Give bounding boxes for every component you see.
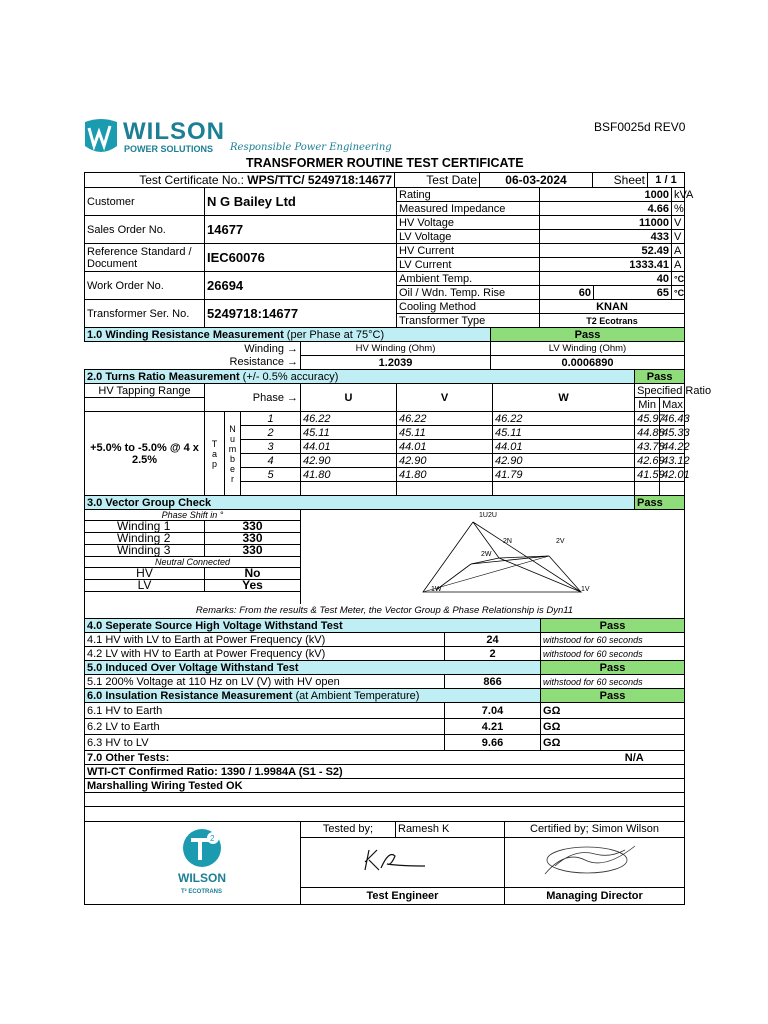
reference-value: IEC60076 — [205, 244, 397, 272]
rating-unit: kVA — [672, 188, 685, 202]
logo-sub: POWER SOLUTIONS — [124, 144, 214, 154]
s2-tap-label — [205, 412, 225, 496]
vector-diagram-cell — [301, 510, 685, 605]
oil-unit: °C — [672, 286, 685, 300]
cooling-value: KNAN — [540, 300, 685, 314]
s2-blank-w — [493, 482, 635, 496]
s2-tap-5: 5 — [241, 468, 301, 482]
s6-row-2-unit: GΩ — [541, 719, 685, 735]
oil-value-1: 60 — [540, 286, 594, 300]
s4-status: Pass — [541, 619, 685, 633]
s5-note: withstood for 60 seconds — [541, 675, 685, 689]
s4-row-1-value: 24 — [445, 633, 541, 647]
s2-col-v: V — [397, 384, 493, 412]
s3-phase-shift: Phase Shift in ° — [85, 510, 301, 521]
s1-winding-label: Winding → — [85, 342, 301, 356]
hv-current-value: 52.49 — [540, 244, 672, 258]
s5-status: Pass — [541, 661, 685, 675]
test-date-label: Test Date — [395, 173, 480, 188]
work-order-label: Work Order No. — [85, 272, 205, 300]
s5-label: 5.1 200% Voltage at 110 Hz on LV (V) with HV open — [85, 675, 445, 689]
winding-1-label: Winding 1 — [85, 521, 205, 533]
director-signature-cell — [505, 837, 685, 887]
s2-blank-max — [660, 482, 685, 496]
s6-row-2-value: 4.21 — [445, 719, 541, 735]
s6-row-3-value: 9.66 — [445, 735, 541, 751]
s3-spacer — [85, 592, 301, 605]
lv-voltage-value: 433 — [540, 230, 672, 244]
footer-logo-cell — [85, 822, 301, 905]
managing-director-label: Managing Director — [505, 888, 685, 905]
info-table — [84, 187, 694, 328]
company-logo — [83, 118, 223, 158]
s2-w-2: 45.11 — [493, 426, 635, 440]
s6-row-2-label: 6.2 LV to Earth — [85, 719, 445, 735]
s7-line-2: Marshalling Wiring Tested OK — [85, 779, 685, 793]
s4-row-1-note: withstood for 60 seconds — [541, 633, 685, 647]
ambient-unit: °C — [672, 272, 685, 286]
cert-label: Test Certificate No.: — [139, 173, 244, 187]
s2-v-4: 42.90 — [397, 454, 493, 468]
number-text: N u m b e r — [228, 423, 237, 484]
customer-value: N G Bailey Ltd — [205, 188, 397, 216]
doc-reference: BSF0025d REV0 — [594, 120, 686, 134]
s1-title — [85, 328, 491, 342]
s2-u-2: 45.11 — [301, 426, 397, 440]
hv-current-unit: A — [672, 244, 685, 258]
s6-status: Pass — [541, 689, 685, 703]
section-3 — [84, 495, 685, 619]
s3-status: Pass — [635, 496, 685, 510]
impedance-unit: % — [672, 202, 685, 216]
winding-2-label: Winding 2 — [85, 533, 205, 545]
s2-min-2: 44.88 — [635, 426, 660, 440]
s6-row-3-unit: GΩ — [541, 735, 685, 751]
rating-label: Rating — [397, 188, 540, 202]
winding-2-value: 330 — [205, 533, 301, 545]
work-order-value: 26694 — [205, 272, 397, 300]
s2-max-3: 44.22 — [660, 440, 685, 454]
svg-text:2: 2 — [210, 834, 215, 843]
s1-hv-value: 1.2039 — [301, 356, 491, 370]
lv-current-unit: A — [672, 258, 685, 272]
neutral-hv-label: HV — [85, 568, 205, 580]
hv-voltage-unit: V — [672, 216, 685, 230]
director-signature-icon — [535, 840, 645, 880]
serial-label: Transformer Ser. No. — [85, 300, 205, 328]
s1-title-text: 1.0 Winding Resistance Measurement — [87, 328, 284, 341]
neutral-label: Neutral Connected — [85, 557, 301, 568]
neutral-hv-value: No — [205, 568, 301, 580]
ambient-value: 40 — [540, 272, 672, 286]
lv-current-label: LV Current — [397, 258, 540, 272]
diagram-label-2v: 2V — [556, 538, 565, 545]
s2-max-label: Max — [660, 398, 685, 412]
s2-w-4: 42.90 — [493, 454, 635, 468]
transformer-type-value: T2 Ecotrans — [540, 314, 685, 328]
customer-label: Customer — [85, 188, 205, 216]
s4-title: 4.0 Seperate Source High Voltage Withstand Test — [85, 619, 541, 633]
tap-text: T a p — [211, 438, 218, 469]
cooling-label: Cooling Method — [397, 300, 540, 314]
s6-title-note: (at Ambient Temperature) — [292, 689, 420, 702]
s4-row-2-label: 4.2 LV with HV to Earth at Power Frequency (kV) — [85, 647, 445, 661]
s3-title: 3.0 Vector Group Check — [85, 496, 635, 510]
s6-title-text: 6.0 Insulation Resistance Measurement — [87, 689, 293, 702]
s2-v-3: 44.01 — [397, 440, 493, 454]
neutral-lv-label: LV — [85, 580, 205, 592]
s2-w-3: 44.01 — [493, 440, 635, 454]
winding-3-value: 330 — [205, 545, 301, 557]
s1-hv-label: HV Winding (Ohm) — [301, 342, 491, 356]
s6-title — [85, 689, 541, 703]
s7-title: 7.0 Other Tests: — [85, 751, 585, 765]
serial-value: 5249718:14677 — [205, 300, 397, 328]
s6-row-3-label: 6.3 HV to LV — [85, 735, 445, 751]
s2-u-3: 44.01 — [301, 440, 397, 454]
s3-remarks: Remarks: From the results & Test Meter, the Vector Group & Phase Relationship is Dyn11 — [85, 604, 685, 619]
s4-row-1-label: 4.1 HV with LV to Earth at Power Frequency (kV) — [85, 633, 445, 647]
winding-3-label: Winding 3 — [85, 545, 205, 557]
s2-u-5: 41.80 — [301, 468, 397, 482]
s2-spec-label: Specified Ratio — [635, 384, 685, 398]
s2-min-3: 43.78 — [635, 440, 660, 454]
s2-blank-u — [301, 482, 397, 496]
s2-phase-label: Phase → — [205, 384, 301, 412]
hv-voltage-value: 11000 — [540, 216, 672, 230]
s2-tap-3: 3 — [241, 440, 301, 454]
s2-title-note: (+/- 0.5% accuracy) — [239, 370, 339, 383]
s2-blank-v — [397, 482, 493, 496]
s6-row-1-unit: GΩ — [541, 703, 685, 719]
tester-signature-cell — [301, 837, 505, 887]
footer-logo-sub: T² ECOTRANS — [181, 889, 222, 895]
impedance-label: Measured Impedance — [397, 202, 540, 216]
s1-resistance-label: Resistance → — [85, 356, 301, 370]
tested-by-name: Ramesh K — [396, 822, 505, 838]
s2-min-label: Min — [635, 398, 660, 412]
s7-blank-1 — [85, 793, 685, 807]
section-1 — [84, 327, 685, 370]
ambient-label: Ambient Temp. — [397, 272, 540, 286]
logo-name: WILSON — [123, 118, 225, 145]
s5-value: 866 — [445, 675, 541, 689]
s2-min-5: 41.59 — [635, 468, 660, 482]
lv-voltage-unit: V — [672, 230, 685, 244]
oil-value-2: 65 — [594, 286, 672, 300]
diagram-label-1w: 1W — [431, 586, 442, 593]
s2-w-5: 41.79 — [493, 468, 635, 482]
rating-value: 1000 — [540, 188, 672, 202]
s2-range-label: HV Tapping Range — [85, 384, 205, 398]
tagline: Responsible Power Engineering — [230, 142, 392, 153]
s2-col-w: W — [493, 384, 635, 412]
hv-current-label: HV Current — [397, 244, 540, 258]
cert-no: WPS/TTC/ 5249718:14677 — [247, 173, 392, 187]
test-date: 06-03-2024 — [480, 173, 593, 188]
s2-v-2: 45.11 — [397, 426, 493, 440]
s2-title — [85, 370, 635, 384]
s2-title-text: 2.0 Turns Ratio Measurement — [87, 370, 240, 383]
s2-v-5: 41.80 — [397, 468, 493, 482]
s4-row-2-value: 2 — [445, 647, 541, 661]
s5-title: 5.0 Induced Over Voltage Withstand Test — [85, 661, 541, 675]
s2-u-1: 46.22 — [301, 412, 397, 426]
neutral-lv-value: Yes — [205, 580, 301, 592]
s1-lv-label: LV Winding (Ohm) — [491, 342, 685, 356]
lv-current-value: 1333.41 — [540, 258, 672, 272]
diagram-label-1u2u: 1U2U — [479, 512, 497, 519]
s7-line-1: WTI-CT Confirmed Ratio: 1390 / 1.9984A (S1 - S2) — [85, 765, 685, 779]
footer-logo-name: WILSON — [178, 871, 226, 885]
s1-status: Pass — [491, 328, 685, 342]
tested-by-label: Tested by; — [301, 822, 396, 838]
s2-tap-4: 4 — [241, 454, 301, 468]
sheet-number: 1 / 1 — [648, 173, 685, 188]
s2-min-4: 42.69 — [635, 454, 660, 468]
s2-u-4: 42.90 — [301, 454, 397, 468]
s6-row-1-label: 6.1 HV to Earth — [85, 703, 445, 719]
s2-tap-2: 2 — [241, 426, 301, 440]
s2-blank-min — [635, 482, 660, 496]
s2-min-1: 45.97 — [635, 412, 660, 426]
wilson-logo-icon — [83, 118, 119, 156]
test-engineer-label: Test Engineer — [301, 888, 505, 905]
diagram-label-2w: 2W — [481, 551, 492, 558]
s2-range-blank — [85, 398, 205, 412]
cert-header-row — [84, 172, 685, 188]
s2-blank-tap — [241, 482, 301, 496]
winding-1-value: 330 — [205, 521, 301, 533]
s2-max-1: 46.43 — [660, 412, 685, 426]
s7-status: N/A — [585, 751, 685, 765]
s2-tap-1: 1 — [241, 412, 301, 426]
s2-max-4: 43.12 — [660, 454, 685, 468]
s7-blank-2 — [85, 807, 685, 822]
sections-4-6 — [84, 618, 685, 751]
sales-label: Sales Order No. — [85, 216, 205, 244]
s2-status: Pass — [635, 370, 685, 384]
s4-row-2-note: withstood for 60 seconds — [541, 647, 685, 661]
s6-row-1-value: 7.04 — [445, 703, 541, 719]
s2-max-2: 45.33 — [660, 426, 685, 440]
impedance-value: 4.66 — [540, 202, 672, 216]
certified-by-label: Certified by; Simon Wilson — [505, 822, 685, 838]
certificate-table — [84, 172, 712, 905]
reference-label: Reference Standard / Document — [85, 244, 205, 272]
t2-ecotrans-logo-icon — [177, 826, 227, 872]
lv-voltage-label: LV Voltage — [397, 230, 540, 244]
section-2 — [84, 369, 712, 496]
signature-table — [84, 821, 685, 905]
section-7 — [84, 750, 685, 822]
page-title: TRANSFORMER ROUTINE TEST CERTIFICATE — [246, 156, 524, 170]
s2-max-5: 42.01 — [660, 468, 685, 482]
hv-voltage-label: HV Voltage — [397, 216, 540, 230]
sheet-label: Sheet — [593, 173, 648, 188]
s2-number-label — [225, 412, 241, 496]
s1-title-note: (per Phase at 75°C) — [283, 328, 385, 341]
s2-range-value: +5.0% to -5.0% @ 4 x 2.5% — [85, 412, 205, 496]
oil-label: Oil / Wdn. Temp. Rise — [397, 286, 540, 300]
s2-w-1: 46.22 — [493, 412, 635, 426]
tester-signature-icon — [361, 846, 431, 876]
s1-lv-value: 0.0006890 — [491, 356, 685, 370]
sales-value: 14677 — [205, 216, 397, 244]
transformer-type-label: Transformer Type — [397, 314, 540, 328]
s2-v-1: 46.22 — [397, 412, 493, 426]
cert-no-cell — [85, 173, 395, 188]
diagram-label-1v: 1V — [581, 586, 590, 593]
diagram-label-2n: 2N — [503, 538, 512, 545]
s2-col-u: U — [301, 384, 397, 412]
